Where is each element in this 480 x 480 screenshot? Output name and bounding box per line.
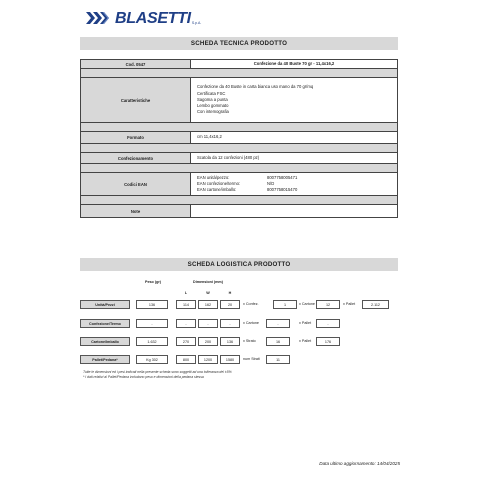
dim-l-cell: -	[176, 319, 196, 328]
dim-l-header: L	[184, 291, 188, 295]
qty-label: x Pallet	[343, 302, 356, 306]
dimensions-header: Dimensioni (mm)	[193, 280, 223, 284]
tech-table	[80, 59, 398, 218]
dim-h-cell: 136	[220, 337, 240, 346]
packaging-row	[81, 153, 398, 164]
dim-h-cell: 20	[220, 300, 240, 309]
qty-cell: 16	[266, 337, 290, 346]
qty-cell: -	[266, 319, 290, 328]
brand-logo	[86, 11, 201, 27]
note-row	[81, 205, 398, 218]
logistics-table	[80, 275, 398, 375]
qty-cell: 11	[266, 355, 290, 364]
qty-label: num Strati	[243, 357, 260, 361]
note-line: * I dati relativi al Pallet/Pedana includono peso e dimensioni della pedana stessa	[83, 375, 204, 379]
dim-w-cell: 200	[198, 337, 218, 346]
tech-sheet-title: SCHEDA TECNICA PRODOTTO	[80, 37, 398, 50]
weight-cell: Kg 302	[136, 355, 168, 364]
format-value: cm 11,4x16,2	[191, 132, 398, 144]
ean-line: EAN cartone/imballo: 8007758015470	[197, 187, 298, 193]
note-value	[191, 205, 398, 218]
qty-label: x Cartone	[299, 302, 315, 306]
logistics-notes	[83, 370, 232, 380]
brand-suffix: S.p.A.	[191, 21, 202, 25]
weight-cell: 1.632	[136, 337, 168, 346]
weight-cell: 136	[136, 300, 168, 309]
spacer-row	[81, 196, 398, 205]
spacer-row	[81, 164, 398, 173]
dim-l-cell: 270	[176, 337, 196, 346]
dim-w-cell: -	[198, 319, 218, 328]
row-label-pallet: Pallet/Pedana*	[80, 355, 130, 364]
qty-label: x Strato	[243, 339, 256, 343]
ean-line: EAN unità/pezzo: 8007758005471	[197, 174, 298, 180]
spacer-row	[81, 144, 398, 153]
dim-h-header: H	[228, 291, 232, 295]
feature-line: Certificata FSC	[197, 90, 226, 96]
ean-row	[81, 173, 398, 196]
logistics-sheet-title: SCHEDA LOGISTICA PRODOTTO	[80, 258, 398, 271]
features-values	[191, 78, 398, 123]
qty-cell: 176	[316, 337, 340, 346]
qty-cell: 12	[316, 300, 340, 309]
ean-label: Codici EAN	[81, 173, 191, 196]
qty-label: x Pallet	[299, 321, 312, 325]
row-label-carton: Cartone/Imballo	[80, 337, 130, 346]
weight-cell: -	[136, 319, 168, 328]
qty-cell: 1	[273, 300, 297, 309]
feature-line: Sagoma a punta	[197, 96, 228, 102]
features-label: Caratteristiche	[81, 78, 191, 123]
product-name: Confezione da 40 Buste 70 gr - 11,4x16,2	[191, 60, 398, 69]
packaging-label: Confezionamento	[81, 153, 191, 164]
feature-line: Confezione da 40 Buste in carta bianca uso mano da 70 gr/mq	[197, 84, 314, 90]
last-update: Data ultimo aggiornamento: 14/04/2025	[319, 461, 400, 466]
packaging-value: Scatola da 12 confezioni (480 pz)	[191, 153, 398, 164]
product-code: Cod. 0547	[81, 60, 191, 69]
format-row	[81, 132, 398, 144]
dim-w-header: W	[206, 291, 210, 295]
spacer-row	[81, 123, 398, 132]
qty-cell: -	[316, 319, 340, 328]
dim-h-cell: -	[220, 319, 240, 328]
qty-label: x Confez.	[243, 302, 259, 306]
spacer-row	[81, 69, 398, 78]
features-row	[81, 78, 398, 123]
row-label-pack: Confezione/Termo	[80, 319, 130, 328]
blasetti-logo-icon	[86, 11, 114, 25]
feature-line: Con intemografia	[197, 109, 229, 115]
dim-l-cell: 114	[176, 300, 196, 309]
feature-line: Lembo gommato	[197, 103, 229, 109]
format-label: Formato	[81, 132, 191, 144]
ean-line: EAN confezione/termo: N/D	[197, 180, 275, 186]
row-label-unit: Unità/Pezzi	[80, 300, 130, 309]
dim-w-cell: 1200	[198, 355, 218, 364]
brand-name: BLASETTI	[115, 10, 191, 27]
weight-header: Peso (gr)	[145, 280, 161, 284]
note-line: Tutte le dimensioni ed i pesi indicati nella presente scheda sono soggetti ad una tolleranza del ±5%	[83, 370, 232, 374]
dim-h-cell: 1580	[220, 355, 240, 364]
qty-label: x Pallet	[299, 339, 312, 343]
dim-l-cell: 800	[176, 355, 196, 364]
qty-label: x Cartone	[243, 321, 259, 325]
qty-cell: 2.112	[362, 300, 389, 309]
dim-w-cell: 162	[198, 300, 218, 309]
product-header-row	[81, 60, 398, 69]
ean-values	[191, 173, 398, 196]
note-label: Note	[81, 205, 191, 218]
